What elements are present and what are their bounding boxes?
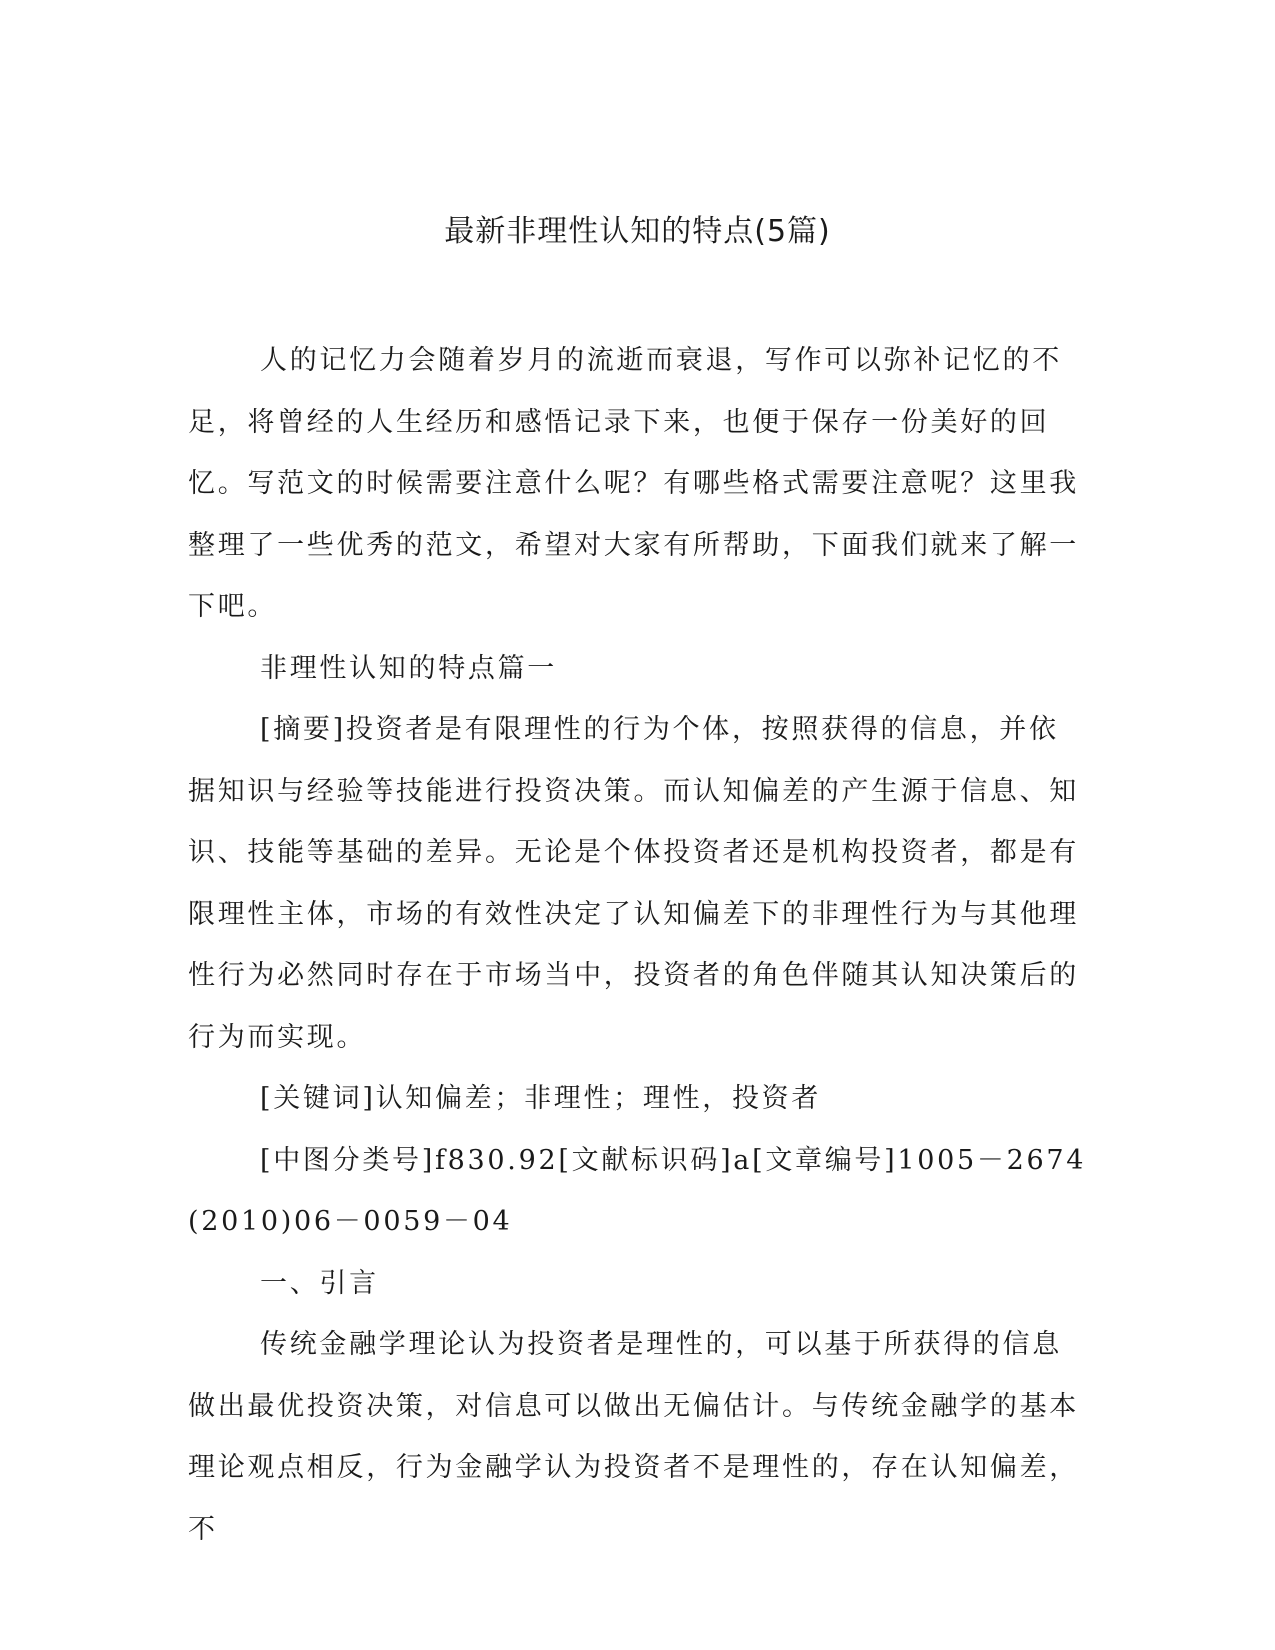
document-body [188,330,1088,1560]
body-paragraph: 传统金融学理论认为投资者是理性的，可以基于所获得的信息做出最优投资决策，对信息可以做出无偏估计。与传统金融学的基本理论观点相反，行为金融学认为投资者不是理性的，存在认知偏差，不 [188,1329,1079,1545]
keywords-paragraph: [关键词]认知偏差；非理性；理性，投资者 [260,1083,822,1114]
section-heading: 非理性认知的特点篇一 [260,652,557,684]
intro-paragraph: 人的记忆力会随着岁月的流逝而衰退，写作可以弥补记忆的不足，将曾经的人生经历和感悟记录下来，也便于保存一份美好的回忆。写范文的时候需要注意什么呢？有哪些格式需要注意呢？这里我整理了一些优秀的范文，希望对大家有所帮助，下面我们就来了解一下吧。 [188,345,1079,622]
classification-paragraph: [中图分类号]f830.92[文献标识码]a[文章编号]1005－2674(2010)06－0059－04 [188,1144,1087,1237]
subsection-heading: 一、引言 [260,1267,379,1299]
document-title: 最新非理性认知的特点(5篇) [444,214,831,249]
abstract-paragraph: [摘要]投资者是有限理性的行为个体，按照获得的信息，并依据知识与经验等技能进行投资决策。而认知偏差的产生源于信息、知识、技能等基础的差异。无论是个体投资者还是机构投资者，都是有限理性主体，市场的有效性决定了认知偏差下的非理性行为与其他理性行为必然同时存在于市场当中，投资者的角色伴随其认知决策后的行为而实现。 [188,714,1079,1053]
